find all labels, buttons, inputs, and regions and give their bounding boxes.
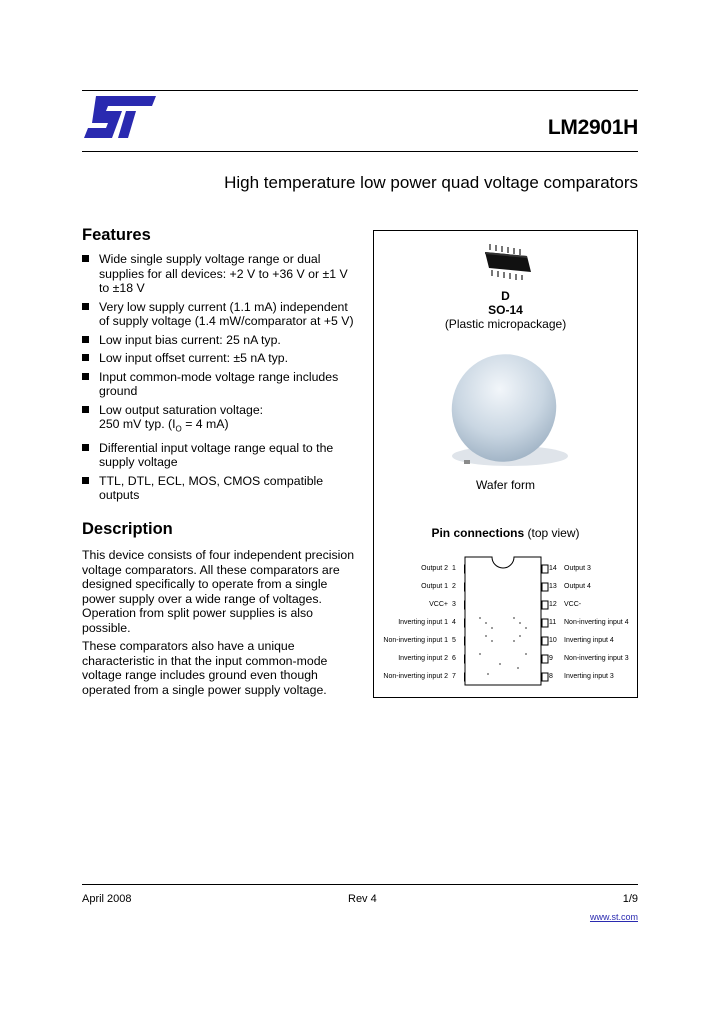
description-paragraph: These comparators also have a unique characteristic in that the input common-mode voltage range includes ground even though operated from a single power supply voltage. [82,639,328,697]
package-description: (Plastic micropackage) [444,317,567,331]
features-heading: Features [82,226,151,244]
wafer-form-label: Wafer form [476,478,535,492]
pin-number: 2 [452,583,456,590]
description-body [82,548,372,701]
pin-number: 10 [549,637,557,644]
list-item: TTL, DTL, ECL, MOS, CMOS compatible outputs [82,474,372,503]
pin-number: 12 [549,601,557,608]
bullet-icon [82,255,89,262]
list-item: Low input bias current: 25 nA typ. [82,333,372,348]
features-list [82,252,372,507]
pin-label-right: Non-inverting input 4 [564,619,629,626]
pin-label-right: Non-inverting input 3 [564,655,629,662]
description-paragraph: This device consists of four independent precision voltage comparators. All these comparators are designed specifically to operate from a single power supply over a wide range of voltages. Operation from split power supplies is also possible. [82,548,355,635]
document-subtitle: High temperature low power quad voltage comparators [224,173,638,192]
package-letter: D [501,289,510,303]
pin-label-left: Non-inverting input 2 [383,673,448,680]
bullet-icon [82,444,89,451]
pin-label-right: Output 4 [564,583,591,590]
footer-date: April 2008 [82,893,132,905]
pin-label-right: VCC- [564,601,582,608]
footer-website-link[interactable]: www.st.com [589,912,638,922]
pin-number: 4 [452,619,456,626]
header-top-rule [82,90,638,91]
list-item: Wide single supply voltage range or dual supplies for all devices: +2 V to +36 V or ±1 V to ±18 V [82,252,372,296]
package-name: SO-14 [488,303,523,317]
pin-number: 8 [549,673,553,680]
bullet-icon [82,373,89,380]
pin-number: 5 [452,637,456,644]
pin-number: 1 [452,565,456,572]
pin-number: 11 [549,619,557,626]
bullet-icon [82,336,89,343]
header-bottom-rule [82,151,638,152]
pin-label-left: Output 1 [421,583,448,590]
list-item: Low input offset current: ±5 nA typ. [82,351,372,366]
bullet-icon [82,303,89,310]
footer-page-number: 1/9 [622,893,638,905]
pin-number: 9 [549,655,553,662]
list-item: Very low supply current (1.1 mA) independent of supply voltage (1.4 mW/comparator at +5 V) [82,300,372,329]
pin-number: 3 [452,601,456,608]
pin-label-left: Inverting input 1 [398,619,448,626]
pin-label-right: Inverting input 4 [564,637,614,644]
wafer-image [440,352,575,474]
st-logo [82,94,158,142]
bullet-icon [82,406,89,413]
list-item: Differential input voltage range equal to the supply voltage [82,441,372,470]
footer-revision: Rev 4 [348,893,377,905]
pin-number: 6 [452,655,456,662]
part-number: LM2901H [547,116,638,139]
dip-package-outline [464,556,542,686]
pin-number: 14 [549,565,557,572]
dip-right-pins [541,556,549,686]
pin-connections-title: Pin connections (top view) [431,526,580,540]
description-heading: Description [82,520,173,538]
pin-label-right: Output 3 [564,565,591,572]
list-item: Low output saturation voltage: 250 mV typ. ($I_O = 4$ mA) [82,403,372,437]
pin-label-right: Inverting input 3 [564,673,614,680]
pin-label-left: Output 2 [421,565,448,572]
pin-label-left: VCC+ [429,601,448,608]
pin-label-left: Non-inverting input 1 [383,637,448,644]
pin-label-left: Inverting input 2 [398,655,448,662]
so14-chip-image [483,244,533,280]
footer-rule [82,884,638,885]
bullet-icon [82,477,89,484]
list-item: Input common-mode voltage range includes ground [82,370,372,399]
pin-number: 13 [549,583,557,590]
pin-number: 7 [452,673,456,680]
bullet-icon [82,354,89,361]
